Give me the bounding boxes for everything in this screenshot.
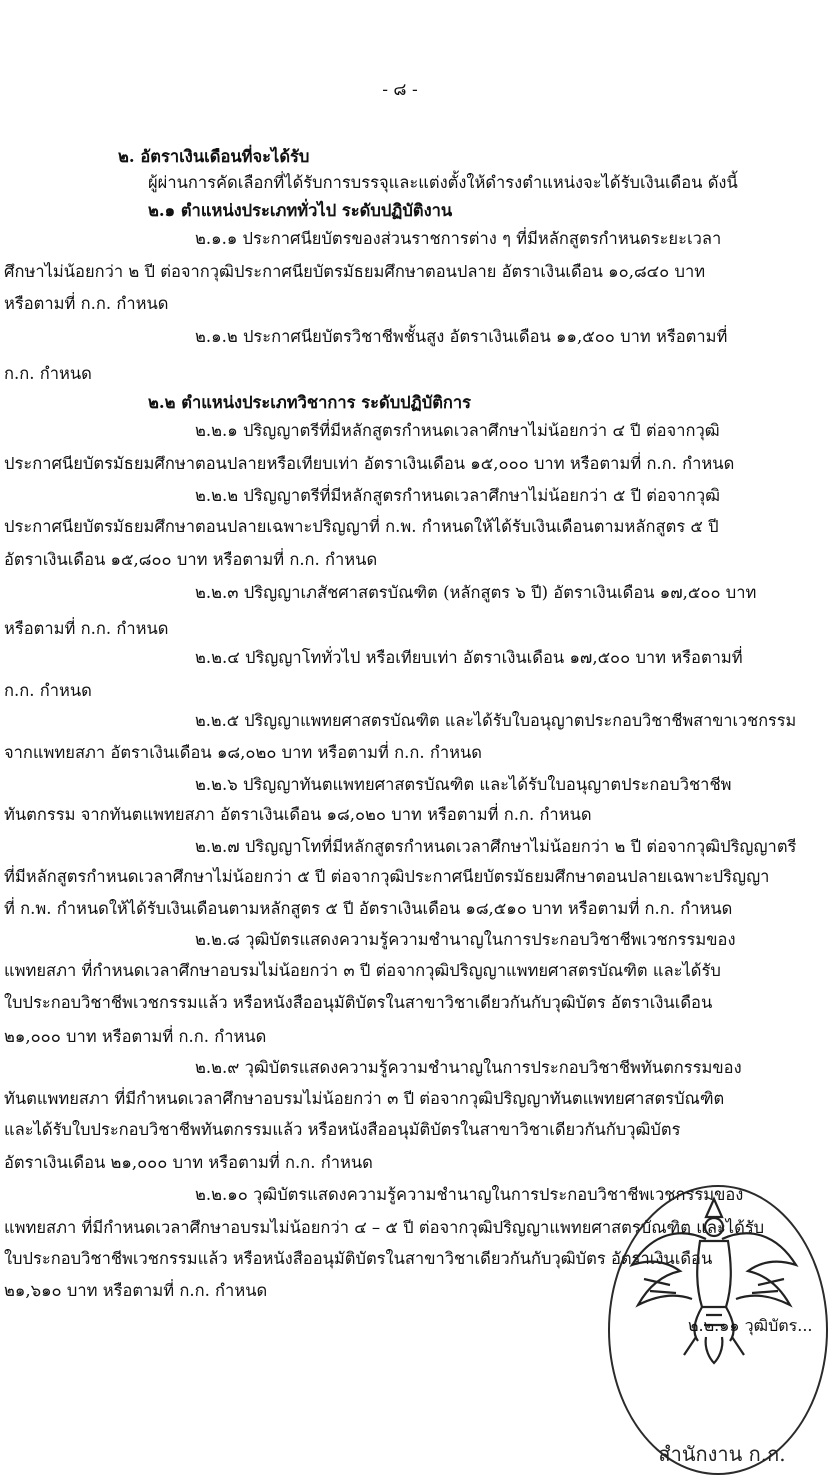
item-2-2-2-line: ๒.๒.๒ ปริญญาตรีที่มีหลักสูตรกำหนดเวลาศึกษาไม่น้อยกว่า ๕ ปี ต่อจากวุฒิ [195,486,721,505]
item-2-2-7-line: ที่มีหลักสูตรกำหนดเวลาศึกษาไม่น้อยกว่า ๕ ปี ต่อจากวุฒิประกาศนียบัตรมัธยมศึกษาตอนปลายเฉพาะปริญญา [4,867,770,886]
item-2-2-2-line: ประกาศนียบัตรมัธยมศึกษาตอนปลายเฉพาะปริญญาที่ ก.พ. กำหนดให้ได้รับเงินเดือนตามหลักสูตร ๕ ปี [4,517,719,536]
item-2-2-3-line: หรือตามที่ ก.ก. กำหนด [4,619,169,638]
item-2-2-9-line: ทันตแพทยสภา ที่มีกำหนดเวลาศึกษาอบรมไม่น้อยกว่า ๓ ปี ต่อจากวุฒิปริญญาทันตแพทยศาสตรบัณฑิต [4,1089,725,1108]
item-2-2-10-line: ๒๑,๖๑๐ บาท หรือตามที่ ก.ก. กำหนด [4,1281,268,1300]
section-intro: ผู้ผ่านการคัดเลือกที่ได้รับการบรรจุและแต่งตั้งให้ดำรงตำแหน่งจะได้รับเงินเดือน ดังนี้ [148,173,738,192]
item-2-2-4-line: ๒.๒.๔ ปริญญาโททั่วไป หรือเทียบเท่า อัตราเงินเดือน ๑๗,๕๐๐ บาท หรือตามที่ [195,648,743,667]
subsection-heading-2-2: ๒.๒ ตำแหน่งประเภทวิชาการ ระดับปฏิบัติการ [148,393,472,412]
item-2-2-10-line: ใบประกอบวิชาชีพเวชกรรมแล้ว หรือหนังสืออนุมัติบัตรในสาขาวิชาเดียวกันกับวุฒิบัตร อัตราเงินเดือน [4,1249,713,1268]
item-2-2-5-line: ๒.๒.๕ ปริญญาแพทยศาสตรบัณฑิต และได้รับใบอนุญาตประกอบวิชาชีพสาขาเวชกรรม [195,711,797,730]
item-2-2-7-line: ที่ ก.พ. กำหนดให้ได้รับเงินเดือนตามหลักสูตร ๕ ปี อัตราเงินเดือน ๑๘,๕๑๐ บาท หรือตามที่ ก.ก. กำหนด [4,899,733,918]
item-2-1-2-line: ๒.๑.๒ ประกาศนียบัตรวิชาชีพชั้นสูง อัตราเงินเดือน ๑๑,๕๐๐ บาท หรือตามที่ [195,327,728,346]
item-2-2-8-line: ๒.๒.๘ วุฒิบัตรแสดงความรู้ความชำนาญในการประกอบวิชาชีพเวชกรรมของ [195,930,736,949]
item-2-2-5-line: จากแพทยสภา อัตราเงินเดือน ๑๘,๐๒๐ บาท หรือตามที่ ก.ก. กำหนด [4,743,482,762]
item-2-2-9-line: และได้รับใบประกอบวิชาชีพทันตกรรมแล้ว หรือหนังสืออนุมัติบัตรในสาขาวิชาเดียวกันกับวุฒิบัตร [4,1120,681,1139]
seal-text: สำนักงาน ก.ก. [658,1442,786,1466]
item-2-2-8-line: แพทยสภา ที่กำหนดเวลาศึกษาอบรมไม่น้อยกว่า ๓ ปี ต่อจากวุฒิปริญญาแพทยศาสตรบัณฑิต และได้รับ [4,961,721,980]
next-item-start: ๒.๒.๑๑ วุฒิบัตร... [688,1316,813,1335]
item-2-2-4-line: ก.ก. กำหนด [4,681,92,700]
item-2-2-6-line: ๒.๒.๖ ปริญญาทันตแพทยศาสตรบัณฑิต และได้รับใบอนุญาตประกอบวิชาชีพ [195,775,732,794]
item-2-2-9-line: ๒.๒.๙ วุฒิบัตรแสดงความรู้ความชำนาญในการประกอบวิชาชีพทันตกรรมของ [195,1058,742,1077]
item-2-2-9-line: อัตราเงินเดือน ๒๑,๐๐๐ บาท หรือตามที่ ก.ก. กำหนด [4,1153,373,1172]
item-2-2-2-line: อัตราเงินเดือน ๑๕,๘๐๐ บาท หรือตามที่ ก.ก. กำหนด [4,550,378,569]
item-2-2-8-line: ใบประกอบวิชาชีพเวชกรรมแล้ว หรือหนังสืออนุมัติบัตรในสาขาวิชาเดียวกันกับวุฒิบัตร อัตราเงินเดือน [4,993,713,1012]
page-number: - ๘ - [382,80,418,100]
subsection-heading-2-1: ๒.๑ ตำแหน่งประเภททั่วไป ระดับปฏิบัติงาน [148,201,453,220]
item-2-2-8-line: ๒๑,๐๐๐ บาท หรือตามที่ ก.ก. กำหนด [4,1027,267,1046]
item-2-2-1-line: ประกาศนียบัตรมัธยมศึกษาตอนปลายหรือเทียบเท่า อัตราเงินเดือน ๑๕,๐๐๐ บาท หรือตามที่ ก.ก. กำหนด [4,454,735,473]
item-2-2-1-line: ๒.๒.๑ ปริญญาตรีที่มีหลักสูตรกำหนดเวลาศึกษาไม่น้อยกว่า ๔ ปี ต่อจากวุฒิ [195,421,720,440]
item-2-1-1-line: ๒.๑.๑ ประกาศนียบัตรของส่วนราชการต่าง ๆ ที่มีหลักสูตรกำหนดระยะเวลา [195,229,722,248]
item-2-1-1-line: หรือตามที่ ก.ก. กำหนด [4,294,169,313]
item-2-1-1-line: ศึกษาไม่น้อยกว่า ๒ ปี ต่อจากวุฒิประกาศนียบัตรมัธยมศึกษาตอนปลาย อัตราเงินเดือน ๑๐,๘๔๐ บาท [4,262,706,281]
item-2-1-2-line: ก.ก. กำหนด [4,364,92,383]
item-2-2-3-line: ๒.๒.๓ ปริญญาเภสัชศาสตรบัณฑิต (หลักสูตร ๖ ปี) อัตราเงินเดือน ๑๗,๕๐๐ บาท [195,583,757,602]
item-2-2-10-line: ๒.๒.๑๐ วุฒิบัตรแสดงความรู้ความชำนาญในการประกอบวิชาชีพเวชกรรมของ [195,1185,744,1204]
item-2-2-10-line: แพทยสภา ที่มีกำหนดเวลาศึกษาอบรมไม่น้อยกว่า ๔ – ๕ ปี ต่อจากวุฒิปริญญาแพทยศาสตรบัณฑิต และได้รับ [4,1218,765,1237]
section-heading: ๒. อัตราเงินเดือนที่จะได้รับ [118,147,310,166]
item-2-2-6-line: ทันตกรรม จากทันตแพทยสภา อัตราเงินเดือน ๑๘,๐๒๐ บาท หรือตามที่ ก.ก. กำหนด [4,805,592,824]
item-2-2-7-line: ๒.๒.๗ ปริญญาโทที่มีหลักสูตรกำหนดเวลาศึกษาไม่น้อยกว่า ๒ ปี ต่อจากวุฒิปริญญาตรี [195,837,797,856]
